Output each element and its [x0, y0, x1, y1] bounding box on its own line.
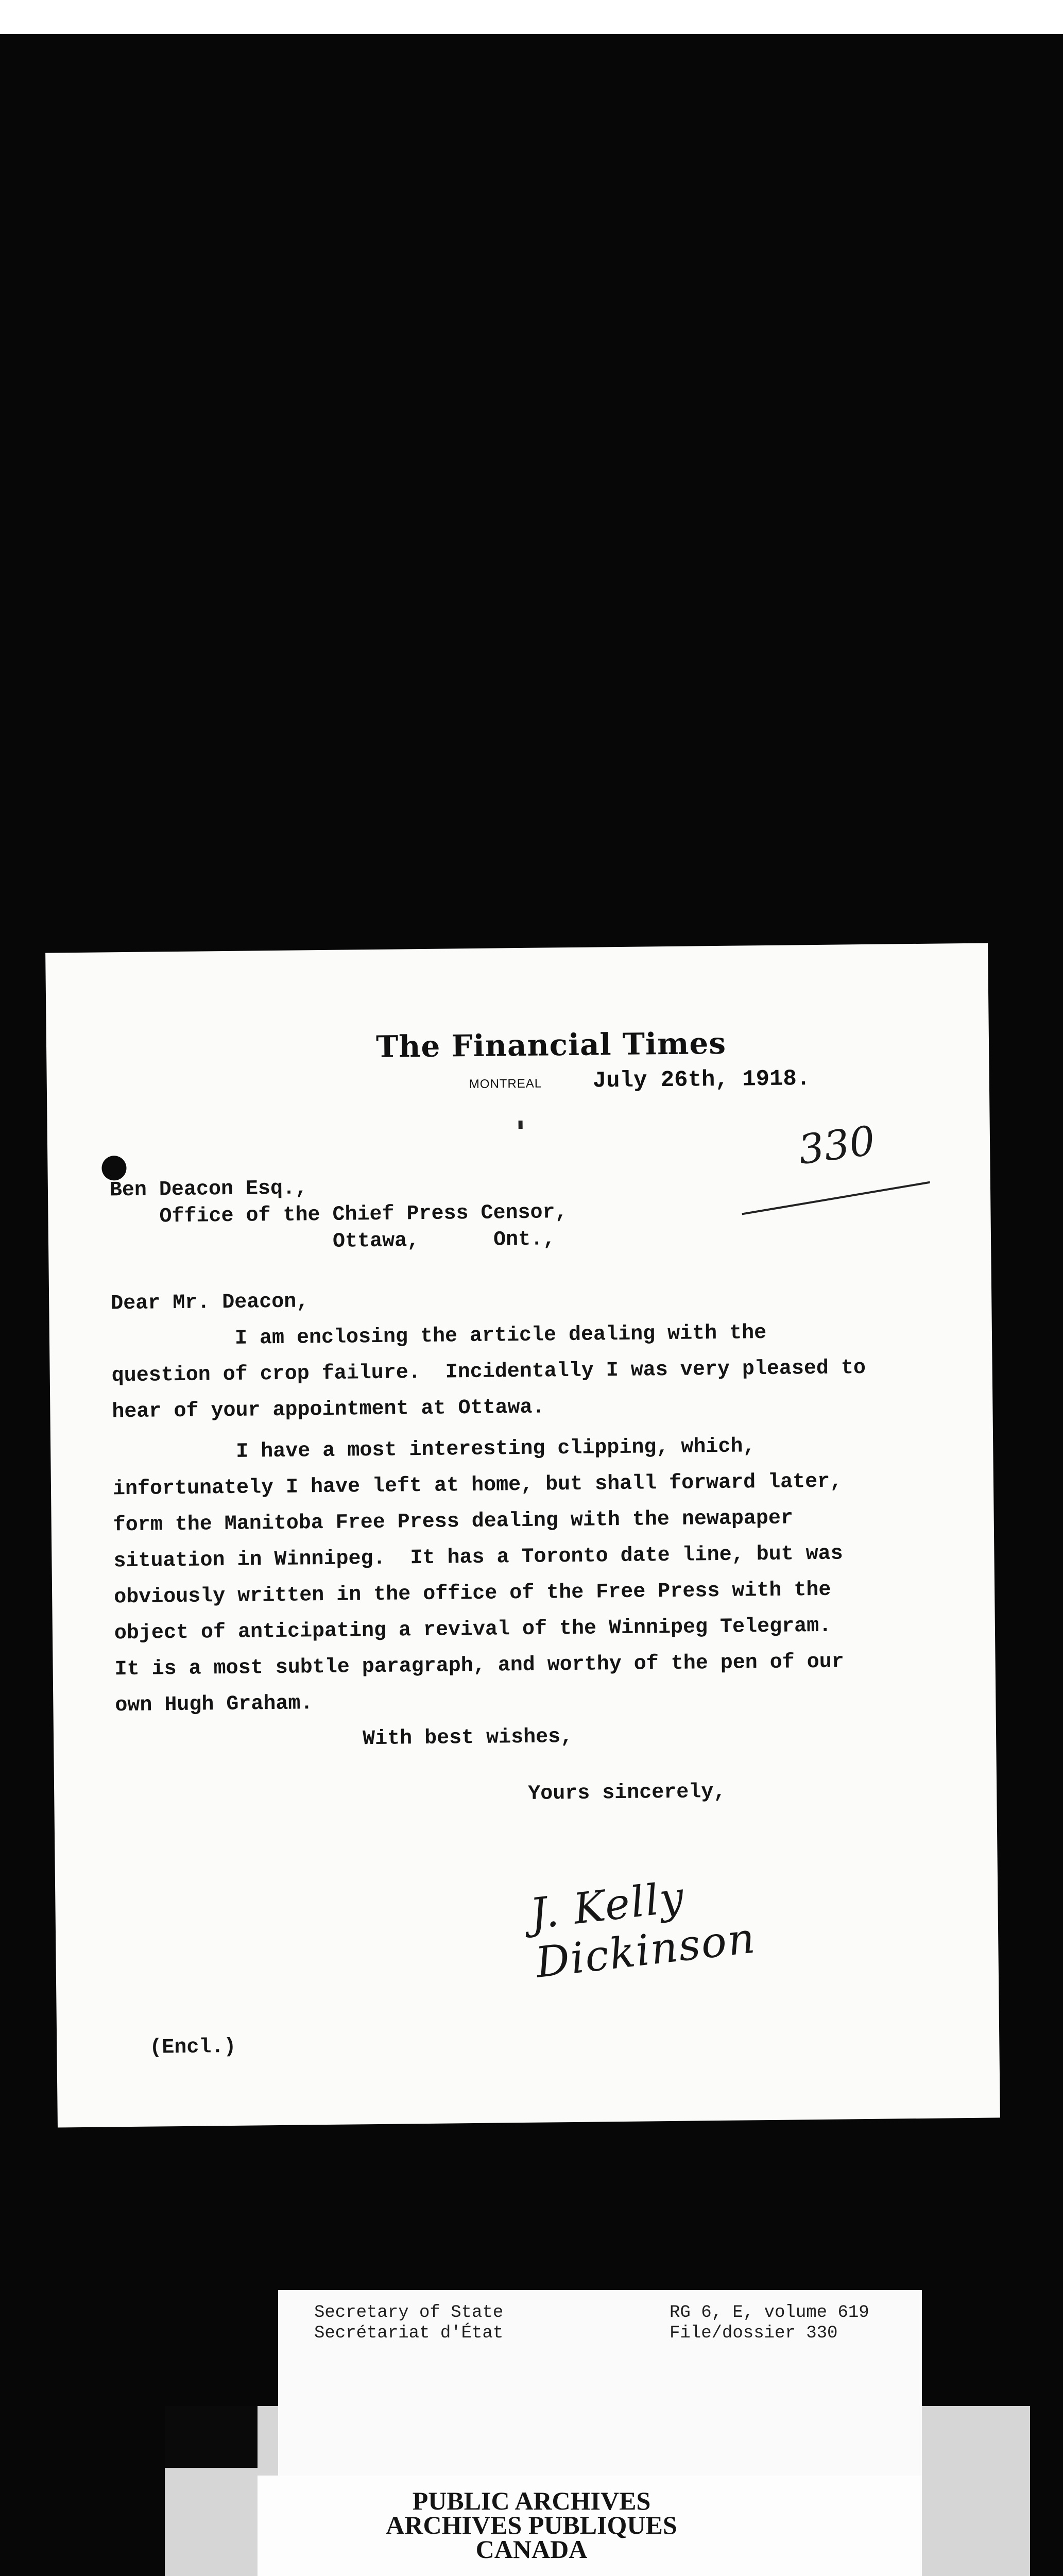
body-line: own Hugh Graham. — [115, 1692, 313, 1718]
letterhead-title: The Financial Times — [375, 1025, 727, 1064]
recipient-line: Ottawa, Ont., — [110, 1228, 556, 1256]
stamp-line-en: PUBLIC ARCHIVES — [412, 2486, 651, 2515]
body-line: obviously written in the office of the Free Press with the — [113, 1578, 831, 1609]
film-top-edge — [0, 0, 1063, 34]
label-file-number: File/dossier 330 — [670, 2324, 838, 2343]
body-line: infortunately I have left at home, but shall forward later, — [112, 1470, 843, 1501]
ink-mark — [519, 1121, 523, 1129]
body-line: It is a most subtle paragraph, and worthy of the pen of our — [114, 1650, 845, 1682]
stamp-line-fr: ARCHIVES PUBLIQUES — [386, 2511, 677, 2539]
recipient-line: Office of the Chief Press Censor, — [110, 1201, 568, 1229]
body-line: I am enclosing the article dealing with the — [111, 1321, 767, 1352]
body-line: situation in Winnipeg. It has a Toronto date line, but was — [113, 1542, 843, 1573]
enclosure-note: (Encl.) — [149, 2035, 236, 2060]
letter-sheet — [45, 943, 1000, 2127]
punch-hole — [101, 1156, 127, 1181]
label-department-en: Secretary of State — [314, 2303, 504, 2323]
body-line: question of crop failure. Incidentally I was very pleased to — [111, 1357, 866, 1388]
closing: Yours sincerely, — [528, 1780, 726, 1806]
stamp-line-country: CANADA — [475, 2535, 588, 2564]
body-line: form the Manitoba Free Press dealing with the newapaper — [113, 1506, 794, 1537]
archive-label-card — [278, 2290, 922, 2476]
body-line: object of anticipating a revival of the Winnipeg Telegram. — [114, 1614, 832, 1646]
body-line: I have a most interesting clipping, which, — [112, 1435, 756, 1465]
label-record-group: RG 6, E, volume 619 — [670, 2303, 869, 2323]
letter-date: July 26th, 1918. — [592, 1066, 811, 1094]
body-line: hear of your appointment at Ottawa. — [112, 1396, 545, 1424]
handwritten-file-number: 330 — [795, 1117, 878, 1174]
handwritten-signature: J. Kelly Dickinson — [527, 1872, 759, 1988]
label-department-fr: Secrétariat d'État — [314, 2324, 504, 2343]
salutation: Dear Mr. Deacon, — [111, 1290, 309, 1316]
closing-wish: With best wishes, — [362, 1725, 573, 1751]
plate-notch — [165, 2406, 258, 2468]
letterhead-city: MONTREAL — [469, 1076, 542, 1092]
recipient-line: Ben Deacon Esq., — [109, 1177, 308, 1202]
